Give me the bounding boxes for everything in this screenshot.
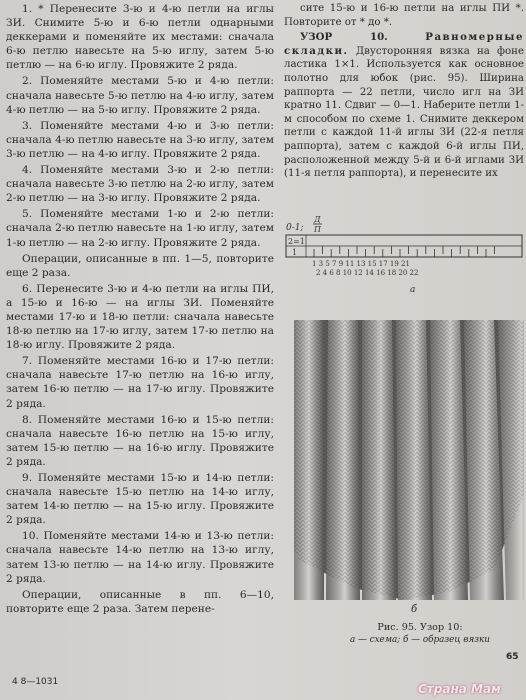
schema-label: а	[410, 285, 416, 295]
pattern-name: Равномерные складки.	[284, 31, 524, 57]
schema-frac-top: Д	[314, 215, 321, 224]
schema-stitch-ticks	[314, 246, 495, 257]
schema-frac-bot: П	[314, 225, 321, 234]
right-column	[284, 2, 524, 183]
knitting-schema	[284, 208, 524, 298]
watermark: Страна Мам	[418, 682, 501, 696]
step-1: 1. * Перенесите 3-ю и 4-ю петли на иглы ЗИ. Снимите 5-ю и 6-ю петли однарными деккерами и поменяйте их местами: сначала 6-ю петлю навесьте на 5-ю иглу, затем 5-ю петлю — на 6-ю иглу. Провяжите 2 ряда.	[6, 3, 274, 72]
schema-row-2: 1	[292, 248, 298, 257]
signature-mark: 4 8—1031	[12, 677, 59, 687]
left-column	[6, 2, 274, 618]
step-4: 4. Поменяйте местами 3-ю и 2-ю петли: сначала навесьте 3-ю петлю на 2-ю иглу, затем 2-ю петлю — на 3-ю иглу. Провяжите 2 ряда.	[6, 164, 274, 205]
schema-shift: 0-1;	[286, 223, 304, 233]
step-6: 6. Перенесите 3-ю и 4-ю петли на иглы ПИ, а 15-ю и 16-ю — на иглы ЗИ. Поменяйте местами 17-ю и 18-ю петли: сначала навесьте 18-ю петлю на 17-ю иглу, затем 17-ю петлю на 18-ю иглу. Провяжите 2 ряда.	[6, 282, 274, 352]
step-9: 9. Поменяйте местами 15-ю и 14-ю петли: сначала навесьте 15-ю петлю на 14-ю иглу, затем 14-ю петлю — на 15-ю иглу. Провяжите 2 ряда.	[6, 472, 274, 527]
step-3: 3. Поменяйте местами 4-ю и 3-ю петли: сначала 4-ю петлю навесьте на 3-ю иглу, затем 3-ю петлю — на 4-ю иглу. Провяжите 2 ряда.	[6, 119, 274, 160]
photo-label: б	[411, 604, 418, 615]
repeat-note-2: Операции, описанные в пп. 6—10, повторите еще 2 раза. Затем перене-	[6, 588, 274, 615]
schema-bottom-numbers: 2 4 6 8 10 12 14 16 18 20 22	[316, 269, 419, 277]
caption-title: Рис. 95. Узор 10:	[377, 622, 463, 633]
schema-top-numbers: 1 3 5 7 9 11 13 15 17 19 21	[312, 260, 410, 268]
page-number: 65	[506, 652, 519, 662]
repeat-note-1: Операции, описанные в пп. 1—5, повторите еще 2 раза.	[6, 252, 274, 279]
step-7: 7. Поменяйте местами 16-ю и 17-ю петли: сначала навесьте 17-ю петлю на 16-ю иглу, затем 16-ю петлю — на 17-ю иглу. Провяжите 2 ряда.	[6, 355, 274, 410]
caption-sub: а — схема; б — образец вязки	[350, 635, 490, 645]
schema-row-1: 2=1	[288, 237, 305, 246]
step-2: 2. Поменяйте местами 5-ю и 4-ю петли: сначала навесьте 5-ю петлю на 4-ю иглу, затем 4-ю петлю — на 5-ю иглу. Провяжите 2 ряда.	[6, 75, 274, 116]
continued-text: сите 15-ю и 16-ю петли на иглы ПИ *. Повторите от * до *.	[284, 3, 524, 28]
knitting-sample-photo	[294, 320, 524, 615]
pattern-description: Двусторонняя вязка на фоне ластика 1×1. Используется как основное полотно для юбок (рис. 95). Ширина раппорта — 22 петли, число игл на ЗИ кратно 11. Сдвиг — 0—1. Наберите петли 1-м способом по схеме 1. Снимите деккером петли с каждой 11-й иглы ЗИ (22-я петля раппорта), затем с каждой 6-й иглы ПИ, расположенной между 5-й и 6-й иглами ЗИ (11-я петля раппорта), и перенесите их	[284, 45, 524, 180]
pattern-title: УЗОР 10.	[300, 31, 388, 44]
step-10: 10. Поменяйте местами 14-ю и 13-ю петли: сначала навесьте 14-ю петлю на 13-ю иглу, затем 13-ю петлю — на 14-ю иглу. Провяжите 2 ряда.	[6, 530, 274, 585]
figure-caption	[330, 622, 510, 646]
step-5: 5. Поменяйте местами 1-ю и 2-ю петли: сначала 2-ю петлю навесьте на 1-ю иглу, затем 1-ю петлю — на 2-ю иглу. Провяжите 2 ряда.	[6, 208, 274, 249]
step-8: 8. Поменяйте местами 16-ю и 15-ю петли: сначала навесьте 16-ю петлю на 15-ю иглу, затем 15-ю петлю — на 16-ю иглу. Провяжите 2 ряда.	[6, 413, 274, 468]
pattern-10-paragraph	[284, 31, 524, 181]
